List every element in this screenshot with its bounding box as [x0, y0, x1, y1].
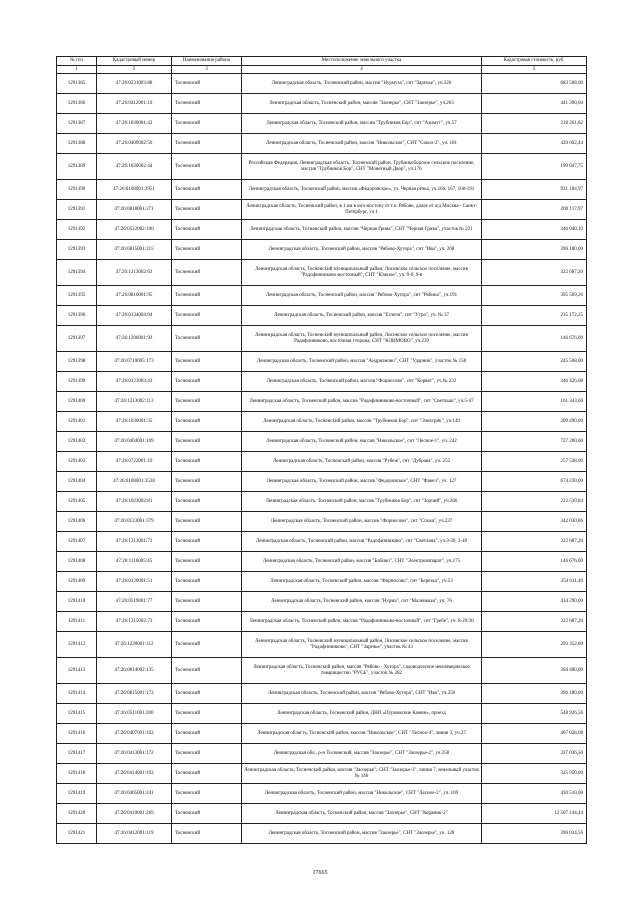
- cadastral-number-cell: 47:26:0123001:379: [97, 512, 172, 532]
- district-cell: Тосненский: [172, 804, 242, 824]
- row-number-cell: 1291411: [57, 612, 97, 632]
- cadastral-number-cell: 47:26:0108001:3538: [97, 472, 172, 492]
- row-number-cell: 1291390: [57, 180, 97, 200]
- cadastral-number-cell: 47:26:0108001:3951: [97, 180, 172, 200]
- cadastral-number-cell: 47:26:0120001:51: [97, 572, 172, 592]
- location-cell: Ленинградская область, Тосненский район, массив "Радофинниково-восточный", снт "Светлыш", уч.5-47: [242, 392, 482, 412]
- cadastral-number-cell: 47:26:0511001:200: [97, 704, 172, 724]
- location-cell: Ленинградская область, Тосненский район, массив "Заозерье", СНТ "Заозерье", уч.263: [242, 94, 482, 114]
- cadastral-value-cell: 931 184,97: [482, 180, 587, 200]
- district-cell: Тосненский: [172, 200, 242, 220]
- cadastral-number-cell: 47:26:0409002:50: [97, 134, 172, 154]
- table-row: [57, 532, 587, 552]
- cadastral-value-cell: 218 261,82: [482, 114, 587, 134]
- location-cell: Ленинградская область, Тосненский район, массив "Федоровское", СНТ "Факел", уч. 127: [242, 472, 482, 492]
- district-cell: Тосненский: [172, 180, 242, 200]
- cadastral-value-cell: 346 426,08: [482, 372, 587, 392]
- table-row: [57, 94, 587, 114]
- header-cadastral-value: Кадастровая стоимость, руб.: [482, 57, 587, 66]
- district-cell: Тосненский: [172, 326, 242, 352]
- column-number: 3: [172, 66, 242, 74]
- location-cell: Ленинградская область, Тосненский район, массив "Трубников Бор", снт "Азимут", уч.57: [242, 114, 482, 134]
- location-cell: Ленинградская область, Тосненский муниципальный район, Лисинское сельское поселение, массив "Радофинниково-восточный", СНТ "Южное", уч. 9-б, 9-в: [242, 260, 482, 286]
- location-cell: Ленинградская область, Тосненский район, массив "Заозерье", СНТ "Керамик-2": [242, 804, 482, 824]
- cadastral-number-cell: 47:26:0722001:10: [97, 452, 172, 472]
- table-body: [57, 74, 587, 844]
- cadastral-value-cell: 430 510,08: [482, 784, 587, 804]
- table-row: [57, 592, 587, 612]
- cadastral-number-cell: 47:26:0519001:77: [97, 592, 172, 612]
- cadastral-value-cell: 467 028,08: [482, 724, 587, 744]
- row-number-cell: 1291417: [57, 744, 97, 764]
- cadastral-value-cell: 441 390,04: [482, 94, 587, 114]
- location-cell: Ленинградская область, Тосненский район, массив "Рубеж", снт "Дубрава", уч. 252: [242, 452, 482, 472]
- table-row: [57, 306, 587, 326]
- table-row: [57, 452, 587, 472]
- table-row: [57, 260, 587, 286]
- table-row: [57, 572, 587, 592]
- cadastral-number-cell: 47:26:0407001:102: [97, 724, 172, 744]
- table-row: [57, 804, 587, 824]
- location-cell: Ленинградская область, Тосненский район, массив "Форносово", снт "Корвет", уч.№ 232: [242, 372, 482, 392]
- row-number-cell: 1291397: [57, 326, 97, 352]
- table-row: [57, 286, 587, 306]
- district-cell: Тосненский: [172, 452, 242, 472]
- location-cell: Ленинградская область, Тосненский район, массив "Андрианово", СНТ "Ударник", участок № 158: [242, 352, 482, 372]
- row-number-cell: 1291409: [57, 572, 97, 592]
- column-number: 4: [242, 66, 482, 74]
- cadastral-value-cell: 395 569,26: [482, 286, 587, 306]
- district-cell: Тосненский: [172, 552, 242, 572]
- row-number-cell: 1291399: [57, 372, 97, 392]
- cadastral-value-cell: 727 200,60: [482, 432, 587, 452]
- cadastral-value-cell: 325 950,00: [482, 764, 587, 784]
- cadastral-number-cell: 47:26:0405001:241: [97, 784, 172, 804]
- location-cell: Ленинградская область, Тосненский район, массив "Трубников Бор", снт "Зодчий", уч.266: [242, 492, 482, 512]
- table-row: [57, 154, 587, 180]
- district-cell: Тосненский: [172, 592, 242, 612]
- table-row: [57, 432, 587, 452]
- cadastral-value-cell: 354 611,40: [482, 572, 587, 592]
- cadastral-value-cell: 548 926,56: [482, 704, 587, 724]
- location-cell: Ленинградская область, Тосненский район, массив "Никольское", СНТ "Лесное-4", линия 3, уч.27: [242, 724, 482, 744]
- row-number-cell: 1291396: [57, 306, 97, 326]
- row-number-cell: 1291406: [57, 512, 97, 532]
- district-cell: Тосненский: [172, 260, 242, 286]
- district-cell: Тосненский: [172, 724, 242, 744]
- cadastral-number-cell: 47:26:0815001:172: [97, 684, 172, 704]
- location-cell: Ленинградская область, Тосненский район, массив "Нурма", снт "Маленькая", уч. 76: [242, 592, 482, 612]
- district-cell: Тосненский: [172, 392, 242, 412]
- cadastral-value-cell: 674 230,00: [482, 472, 587, 492]
- row-number-cell: 1291414: [57, 684, 97, 704]
- cadastral-value-cell: 293 352,00: [482, 632, 587, 658]
- row-number-cell: 1291398: [57, 352, 97, 372]
- row-number-cell: 1291395: [57, 286, 97, 306]
- cadastral-number-cell: 47:26:0719005:173: [97, 352, 172, 372]
- cadastral-value-cell: 434 290,00: [482, 592, 587, 612]
- district-cell: Тосненский: [172, 512, 242, 532]
- district-cell: Тосненский: [172, 824, 242, 844]
- table-row: [57, 724, 587, 744]
- location-cell: Ленинградская область, Тосненский муниципальный район, Лисинское сельское поселение, массив Радофинниково, восточная сторона, СНТ "КЛИМОВО", уч.239: [242, 326, 482, 352]
- cadastral-value-cell: 396 034,56: [482, 824, 587, 844]
- table-row: [57, 220, 587, 240]
- cadastral-number-cell: 47:26:0522002:100: [97, 220, 172, 240]
- district-cell: Тосненский: [172, 412, 242, 432]
- row-number-cell: 1291419: [57, 784, 97, 804]
- page-number: 17665: [312, 870, 328, 876]
- table-row: [57, 134, 587, 154]
- cadastral-number-cell: 47:26:1206001:93: [97, 326, 172, 352]
- column-number: 5: [482, 66, 587, 74]
- cadastral-value-cell: 199 047,75: [482, 154, 587, 180]
- location-cell: Ленинградская область, Тосненский район, массив "Радофинниково", снт "Светлана", уч.3-39, 3-40: [242, 532, 482, 552]
- row-number-cell: 1291401: [57, 412, 97, 432]
- cadastral-number-cell: 47:26:0412001:119: [97, 824, 172, 844]
- cadastral-number-cell: 47:26:0815001:215: [97, 240, 172, 260]
- row-number-cell: 1291402: [57, 432, 97, 452]
- table-row: [57, 326, 587, 352]
- table-row: [57, 552, 587, 572]
- cadastral-number-cell: 47:26:0412001:10: [97, 94, 172, 114]
- district-cell: Тосненский: [172, 286, 242, 306]
- table-row: [57, 784, 587, 804]
- table-row: [57, 492, 587, 512]
- district-cell: Тосненский: [172, 572, 242, 592]
- cadastral-number-cell: 47:26:0231003:88: [97, 74, 172, 94]
- cadastral-number-cell: 47:26:1213001:72: [97, 532, 172, 552]
- district-cell: Тосненский: [172, 240, 242, 260]
- row-number-cell: 1291387: [57, 114, 97, 134]
- row-number-cell: 1291410: [57, 592, 97, 612]
- row-number-cell: 1291416: [57, 724, 97, 744]
- cadastral-value-cell: 235 172,25: [482, 306, 587, 326]
- row-number-cell: 1291394: [57, 260, 97, 286]
- cadastral-number-cell: 47:26:1030001:42: [97, 114, 172, 134]
- location-cell: Ленинградская область, Тосненский район, массив "Форносово", снт "Березка", уч.53: [242, 572, 482, 592]
- table-row: [57, 352, 587, 372]
- cadastral-number-cell: 47:26:1036001:35: [97, 412, 172, 432]
- row-number-cell: 1291391: [57, 200, 97, 220]
- row-number-cell: 1291412: [57, 632, 97, 658]
- row-number-cell: 1291405: [57, 492, 97, 512]
- row-number-cell: 1291385: [57, 74, 97, 94]
- row-number-cell: 1291393: [57, 240, 97, 260]
- cadastral-number-cell: 47:26:0413001:172: [97, 744, 172, 764]
- cadastral-number-cell: 47:26:0134004:94: [97, 306, 172, 326]
- cadastral-value-cell: 322 687,20: [482, 532, 587, 552]
- table-row: [57, 74, 587, 94]
- row-number-cell: 1291392: [57, 220, 97, 240]
- district-cell: Тосненский: [172, 74, 242, 94]
- cadastral-value-cell: 322 687,20: [482, 612, 587, 632]
- table-row: [57, 472, 587, 492]
- cadastral-number-cell: 47:26:1020002:44: [97, 154, 172, 180]
- cadastral-value-cell: 209 490,00: [482, 412, 587, 432]
- row-number-cell: 1291400: [57, 392, 97, 412]
- location-cell: Ленинградская область, Тосненский район, массив "Заозерье", СНТ "Заозерье", уч. 128: [242, 824, 482, 844]
- row-number-cell: 1291407: [57, 532, 97, 552]
- cadastral-value-cell: 200 117,97: [482, 200, 587, 220]
- location-cell: Ленинградская область, Тосненский муниципальный район, Лисинское сельское поселение, массив "Радофинниково", СНТ "Заречье", участок № 43: [242, 632, 482, 658]
- cadastral-number-cell: 47:26:1215002:73: [97, 612, 172, 632]
- district-cell: Тосненский: [172, 784, 242, 804]
- cadastral-value-cell: 394 400,00: [482, 658, 587, 684]
- table-row: [57, 200, 587, 220]
- cadastral-number-cell: 47:26:1213002:113: [97, 392, 172, 412]
- table-row: [57, 744, 587, 764]
- district-cell: Тосненский: [172, 114, 242, 134]
- row-number-cell: 1291421: [57, 824, 97, 844]
- location-cell: Ленинградская обл., р-н Тосненский, массив "Заозерье", СНТ "Заозерье-2", уч.258: [242, 744, 482, 764]
- district-cell: Тосненский: [172, 684, 242, 704]
- table-row: [57, 824, 587, 844]
- table-row: [57, 612, 587, 632]
- row-number-cell: 1291389: [57, 154, 97, 180]
- header-district-name: Наименование района: [172, 57, 242, 66]
- cadastral-value-table: [56, 56, 587, 844]
- table-row: [57, 412, 587, 432]
- cadastral-number-cell: 47:26:0816001:95: [97, 286, 172, 306]
- column-number-row: [57, 66, 587, 74]
- district-cell: Тосненский: [172, 372, 242, 392]
- header-row-number: № п/п: [57, 57, 97, 66]
- district-cell: Тосненский: [172, 352, 242, 372]
- table-row: [57, 180, 587, 200]
- location-cell: Ленинградская область, Тосненский район, массив "Нурмуза", снт "Заречье", уч.326: [242, 74, 482, 94]
- cadastral-number-cell: 47:26:1023002:81: [97, 492, 172, 512]
- table-row: [57, 684, 587, 704]
- cadastral-value-cell: 396 180,00: [482, 240, 587, 260]
- row-number-cell: 1291403: [57, 452, 97, 472]
- header-location: Местоположение земельного участка: [242, 57, 482, 66]
- district-cell: Тосненский: [172, 764, 242, 784]
- table-header-row: [57, 57, 587, 66]
- location-cell: Ленинградская область, Тосненский район, массив "Трубников Бор", снт "Электрик", уч.149: [242, 412, 482, 432]
- cadastral-number-cell: 47:26:0414001:192: [97, 764, 172, 784]
- cadastral-value-cell: 342 030,86: [482, 512, 587, 532]
- table-row: [57, 658, 587, 684]
- row-number-cell: 1291420: [57, 804, 97, 824]
- cadastral-value-cell: 322 687,20: [482, 260, 587, 286]
- location-cell: Ленинградская область, Тосненский район, массив "Рябово-Хутора", СНТ "Ива", уч.250: [242, 684, 482, 704]
- document-page: [56, 56, 586, 844]
- location-cell: Ленинградская область, Тосненский район, массив "Еглизи", снт "Утро", уч. № 37: [242, 306, 482, 326]
- row-number-cell: 1291413: [57, 658, 97, 684]
- column-number: 1: [57, 66, 97, 74]
- row-number-cell: 1291388: [57, 134, 97, 154]
- district-cell: Тосненский: [172, 432, 242, 452]
- location-cell: Ленинградская область, Тосненский район, массив "Никольское", СНТ "Сокол-2", уч. 181: [242, 134, 482, 154]
- row-number-cell: 1291408: [57, 552, 97, 572]
- location-cell: Ленинградская область, Тосненский район, массив "Форносово", снт "Спока", уч.237: [242, 512, 482, 532]
- cadastral-value-cell: 245 568,00: [482, 352, 587, 372]
- district-cell: Тосненский: [172, 532, 242, 552]
- cadastral-value-cell: 420 602,44: [482, 134, 587, 154]
- location-cell: Ленинградская область, Тосненский район, массив "Никольское", СНТ "Лесное-2", уч. 169: [242, 784, 482, 804]
- row-number-cell: 1291418: [57, 764, 97, 784]
- district-cell: Тосненский: [172, 492, 242, 512]
- cadastral-value-cell: 12 507 144,44: [482, 804, 587, 824]
- cadastral-value-cell: 146 676,00: [482, 326, 587, 352]
- district-cell: Тосненский: [172, 472, 242, 492]
- cadastral-value-cell: 396 180,00: [482, 684, 587, 704]
- cadastral-number-cell: 47:26:0814002:135: [97, 658, 172, 684]
- location-cell: Ленинградская область, Тосненский район, массив "Рябово-Хутора", снт "Рябина", уч.191: [242, 286, 482, 306]
- table-row: [57, 764, 587, 784]
- row-number-cell: 1291415: [57, 704, 97, 724]
- district-cell: Тосненский: [172, 220, 242, 240]
- cadastral-number-cell: 47:26:1220001:112: [97, 632, 172, 658]
- table-row: [57, 240, 587, 260]
- location-cell: Ленинградская область, Тосненский район, массив "Бабино", СНТ "Электроаппарат", уч.175: [242, 552, 482, 572]
- table-row: [57, 632, 587, 658]
- district-cell: Тосненский: [172, 658, 242, 684]
- district-cell: Тосненский: [172, 134, 242, 154]
- cadastral-number-cell: 47:26:0410001:269: [97, 804, 172, 824]
- location-cell: Ленинградская область, Тосненский район, массив «Федоровское», ул. Черная речка, уч.166, 167, 168-191: [242, 180, 482, 200]
- cadastral-value-cell: 327 036,50: [482, 744, 587, 764]
- location-cell: Ленинградская область, Тосненский район, массив "Рябово-Хутора", снт "Ива", уч. 268: [242, 240, 482, 260]
- table-row: [57, 392, 587, 412]
- location-cell: Ленинградская область, Тосненский район, массив "Черная Грива", СНТ "Черная Грива", участок № 221: [242, 220, 482, 240]
- table-row: [57, 114, 587, 134]
- column-number: 2: [97, 66, 172, 74]
- cadastral-value-cell: 683 568,00: [482, 74, 587, 94]
- cadastral-value-cell: 257 538,00: [482, 452, 587, 472]
- cadastral-number-cell: 47:26:1213002:63: [97, 260, 172, 286]
- district-cell: Тосненский: [172, 632, 242, 658]
- district-cell: Тосненский: [172, 94, 242, 114]
- district-cell: Тосненский: [172, 306, 242, 326]
- location-cell: Ленинградская область, Тосненский район, в 1 км в юго-востоку от г.п. Рябово, далее от а/д Москва - Санкт-Петербург, уч.1: [242, 200, 482, 220]
- location-cell: Российская Федерация, Ленинградская область, Тосненский район, Трубникоборское сельское поселение, массив "Трубников Бор", СНТ "Монетный Двор", уч.176: [242, 154, 482, 180]
- cadastral-number-cell: 47:26:0404001:109: [97, 432, 172, 452]
- cadastral-value-cell: 222 539,84: [482, 492, 587, 512]
- cadastral-value-cell: 161 343,60: [482, 392, 587, 412]
- cadastral-number-cell: 47:26:0121003:43: [97, 372, 172, 392]
- location-cell: Ленинградская область, Тосненский район, массив "Радофинниково-восточный", снт "Гребе", уч. 8-29/30: [242, 612, 482, 632]
- location-cell: Ленинградская область, Тосненский район, ДНП «Пурмовские Камни», проезд: [242, 704, 482, 724]
- cadastral-number-cell: 47:26:1116005:45: [97, 552, 172, 572]
- district-cell: Тосненский: [172, 704, 242, 724]
- district-cell: Тосненский: [172, 154, 242, 180]
- cadastral-value-cell: 346 040,10: [482, 220, 587, 240]
- cadastral-number-cell: 47:26:0818001:271: [97, 200, 172, 220]
- district-cell: Тосненский: [172, 612, 242, 632]
- location-cell: Ленинградская область, Тосненский район, массив "Рябово - Хутора", садоводческое некоммерческое товарищество "РУСЬ", участок № 282: [242, 658, 482, 684]
- location-cell: Ленинградская область, Тосненский район, массив "Заозерье", СНТ "Заозерье-3", линия 7, земельный участок № 146: [242, 764, 482, 784]
- table-row: [57, 372, 587, 392]
- location-cell: Ленинградская область, Тосненский район, массив "Никольское", снт "Лесное-1", уч. 242: [242, 432, 482, 452]
- cadastral-value-cell: 146 676,00: [482, 552, 587, 572]
- row-number-cell: 1291386: [57, 94, 97, 114]
- table-row: [57, 512, 587, 532]
- row-number-cell: 1291404: [57, 472, 97, 492]
- table-row: [57, 704, 587, 724]
- district-cell: Тосненский: [172, 744, 242, 764]
- header-cadastral-number: Кадастровый номер: [97, 57, 172, 66]
